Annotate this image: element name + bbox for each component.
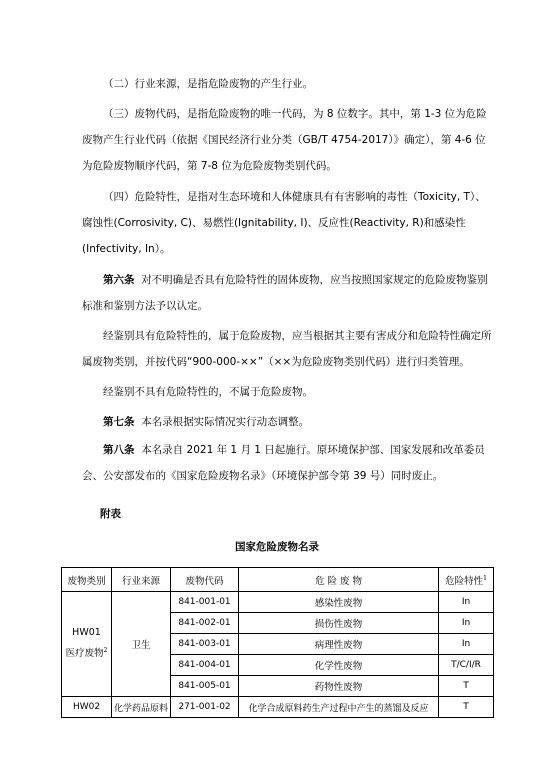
paragraph-identified-hazardous	[82, 323, 492, 375]
paragraph-text: （二）行业来源，是指危险废物的产生行业。	[103, 78, 313, 90]
hazard-cell: In	[439, 634, 494, 655]
article-label: 第六条	[103, 274, 135, 286]
paragraph-hazard-characteristics	[82, 184, 492, 262]
industry-cell: 化学药品原料	[112, 697, 171, 718]
code-cell: 841-004-01	[171, 655, 239, 676]
paragraph-text: 经鉴别不具有危险特性的，不属于危险废物。	[103, 386, 313, 398]
waste-cell: 病理性废物	[239, 634, 439, 655]
header-code: 废物代码	[171, 568, 239, 592]
waste-cell: 药物性废物	[239, 676, 439, 697]
article-label: 第八条	[103, 444, 135, 456]
paragraph-text: （三）废物代码，是指危险废物的唯一代码，为 8 位数字。其中，第 1-3 位为危险废物产生行业代码（依据《国民经济行业分类（GB/T 4754-2017）》确定），第 4-6 位为危险废物顺序代码，第 7-8 位为危险废物类别代码。	[82, 108, 487, 172]
hazard-cell: T	[439, 676, 494, 697]
table-row	[62, 592, 494, 613]
article-text: 对不明确是否具有危险特性的固体废物，应当按照国家规定的危险废物鉴别标准和鉴别方法予以认定。	[82, 274, 488, 312]
category-name: 医疗废物	[65, 648, 104, 660]
header-category: 废物类别	[62, 568, 112, 592]
header-industry: 行业来源	[112, 568, 171, 592]
hazard-cell: T	[439, 697, 494, 718]
appendix-heading: 附表	[100, 508, 121, 520]
paragraph-text: （四）危险特性，是指对生态环境和人体健康具有有害影响的毒性（Toxicity, T）、腐蚀性(Corrosivity, C)、易燃性(Ignitability, I)、反应性(Reactivity, R)和感染性(Infectivity, In）。	[82, 191, 486, 255]
article-7	[82, 409, 492, 435]
article-6	[82, 267, 492, 319]
code-cell: 841-001-01	[171, 592, 239, 613]
article-8	[82, 437, 492, 489]
article-text: 本名录自 2021 年 1 月 1 日起施行。原环境保护部、国家发展和改革委员会、公安部发布的《国家危险废物名录》（环境保护部令第 39 号）同时废止。	[82, 444, 485, 482]
waste-cell: 损伤性废物	[239, 613, 439, 634]
table-row	[62, 697, 494, 718]
waste-cell: 化学合成原料药生产过程中产生的蒸馏及反应	[239, 697, 439, 718]
paragraph-waste-code	[82, 101, 492, 179]
waste-cell: 感染性废物	[239, 592, 439, 613]
article-text: 本名录根据实际情况实行动态调整。	[141, 416, 310, 428]
paragraph-identified-non-hazardous	[82, 379, 492, 405]
hazard-cell: In	[439, 613, 494, 634]
table-header-row	[62, 568, 494, 592]
code-cell: 841-005-01	[171, 676, 239, 697]
paragraph-industry-source	[82, 71, 492, 97]
table-title: 国家危险废物名录	[235, 541, 319, 553]
paragraph-text: 经鉴别具有危险特性的，属于危险废物，应当根据其主要有害成分和危险特性确定所属废物类别，并按代码“900-000-××”（××为危险废物类别代码）进行归类管理。	[82, 330, 492, 368]
code-cell: 841-003-01	[171, 634, 239, 655]
waste-cell: 化学性废物	[239, 655, 439, 676]
hazard-cell: In	[439, 592, 494, 613]
category-cell-hw01	[62, 592, 112, 697]
industry-cell: 卫生	[112, 592, 171, 697]
category-cell-hw02: HW02	[62, 697, 112, 718]
article-label: 第七条	[103, 416, 135, 428]
footnote-marker: 1	[483, 574, 487, 582]
code-cell: 841-002-01	[171, 613, 239, 634]
code-cell: 271-001-02	[171, 697, 239, 718]
footnote-marker: 2	[103, 647, 108, 655]
hazard-cell: T/C/I/R	[439, 655, 494, 676]
category-code: HW01	[72, 627, 101, 639]
hazardous-waste-table	[61, 567, 494, 718]
header-hazard: 危险特性$^1$	[439, 568, 494, 592]
header-waste: 危 险 废 物	[239, 568, 439, 592]
